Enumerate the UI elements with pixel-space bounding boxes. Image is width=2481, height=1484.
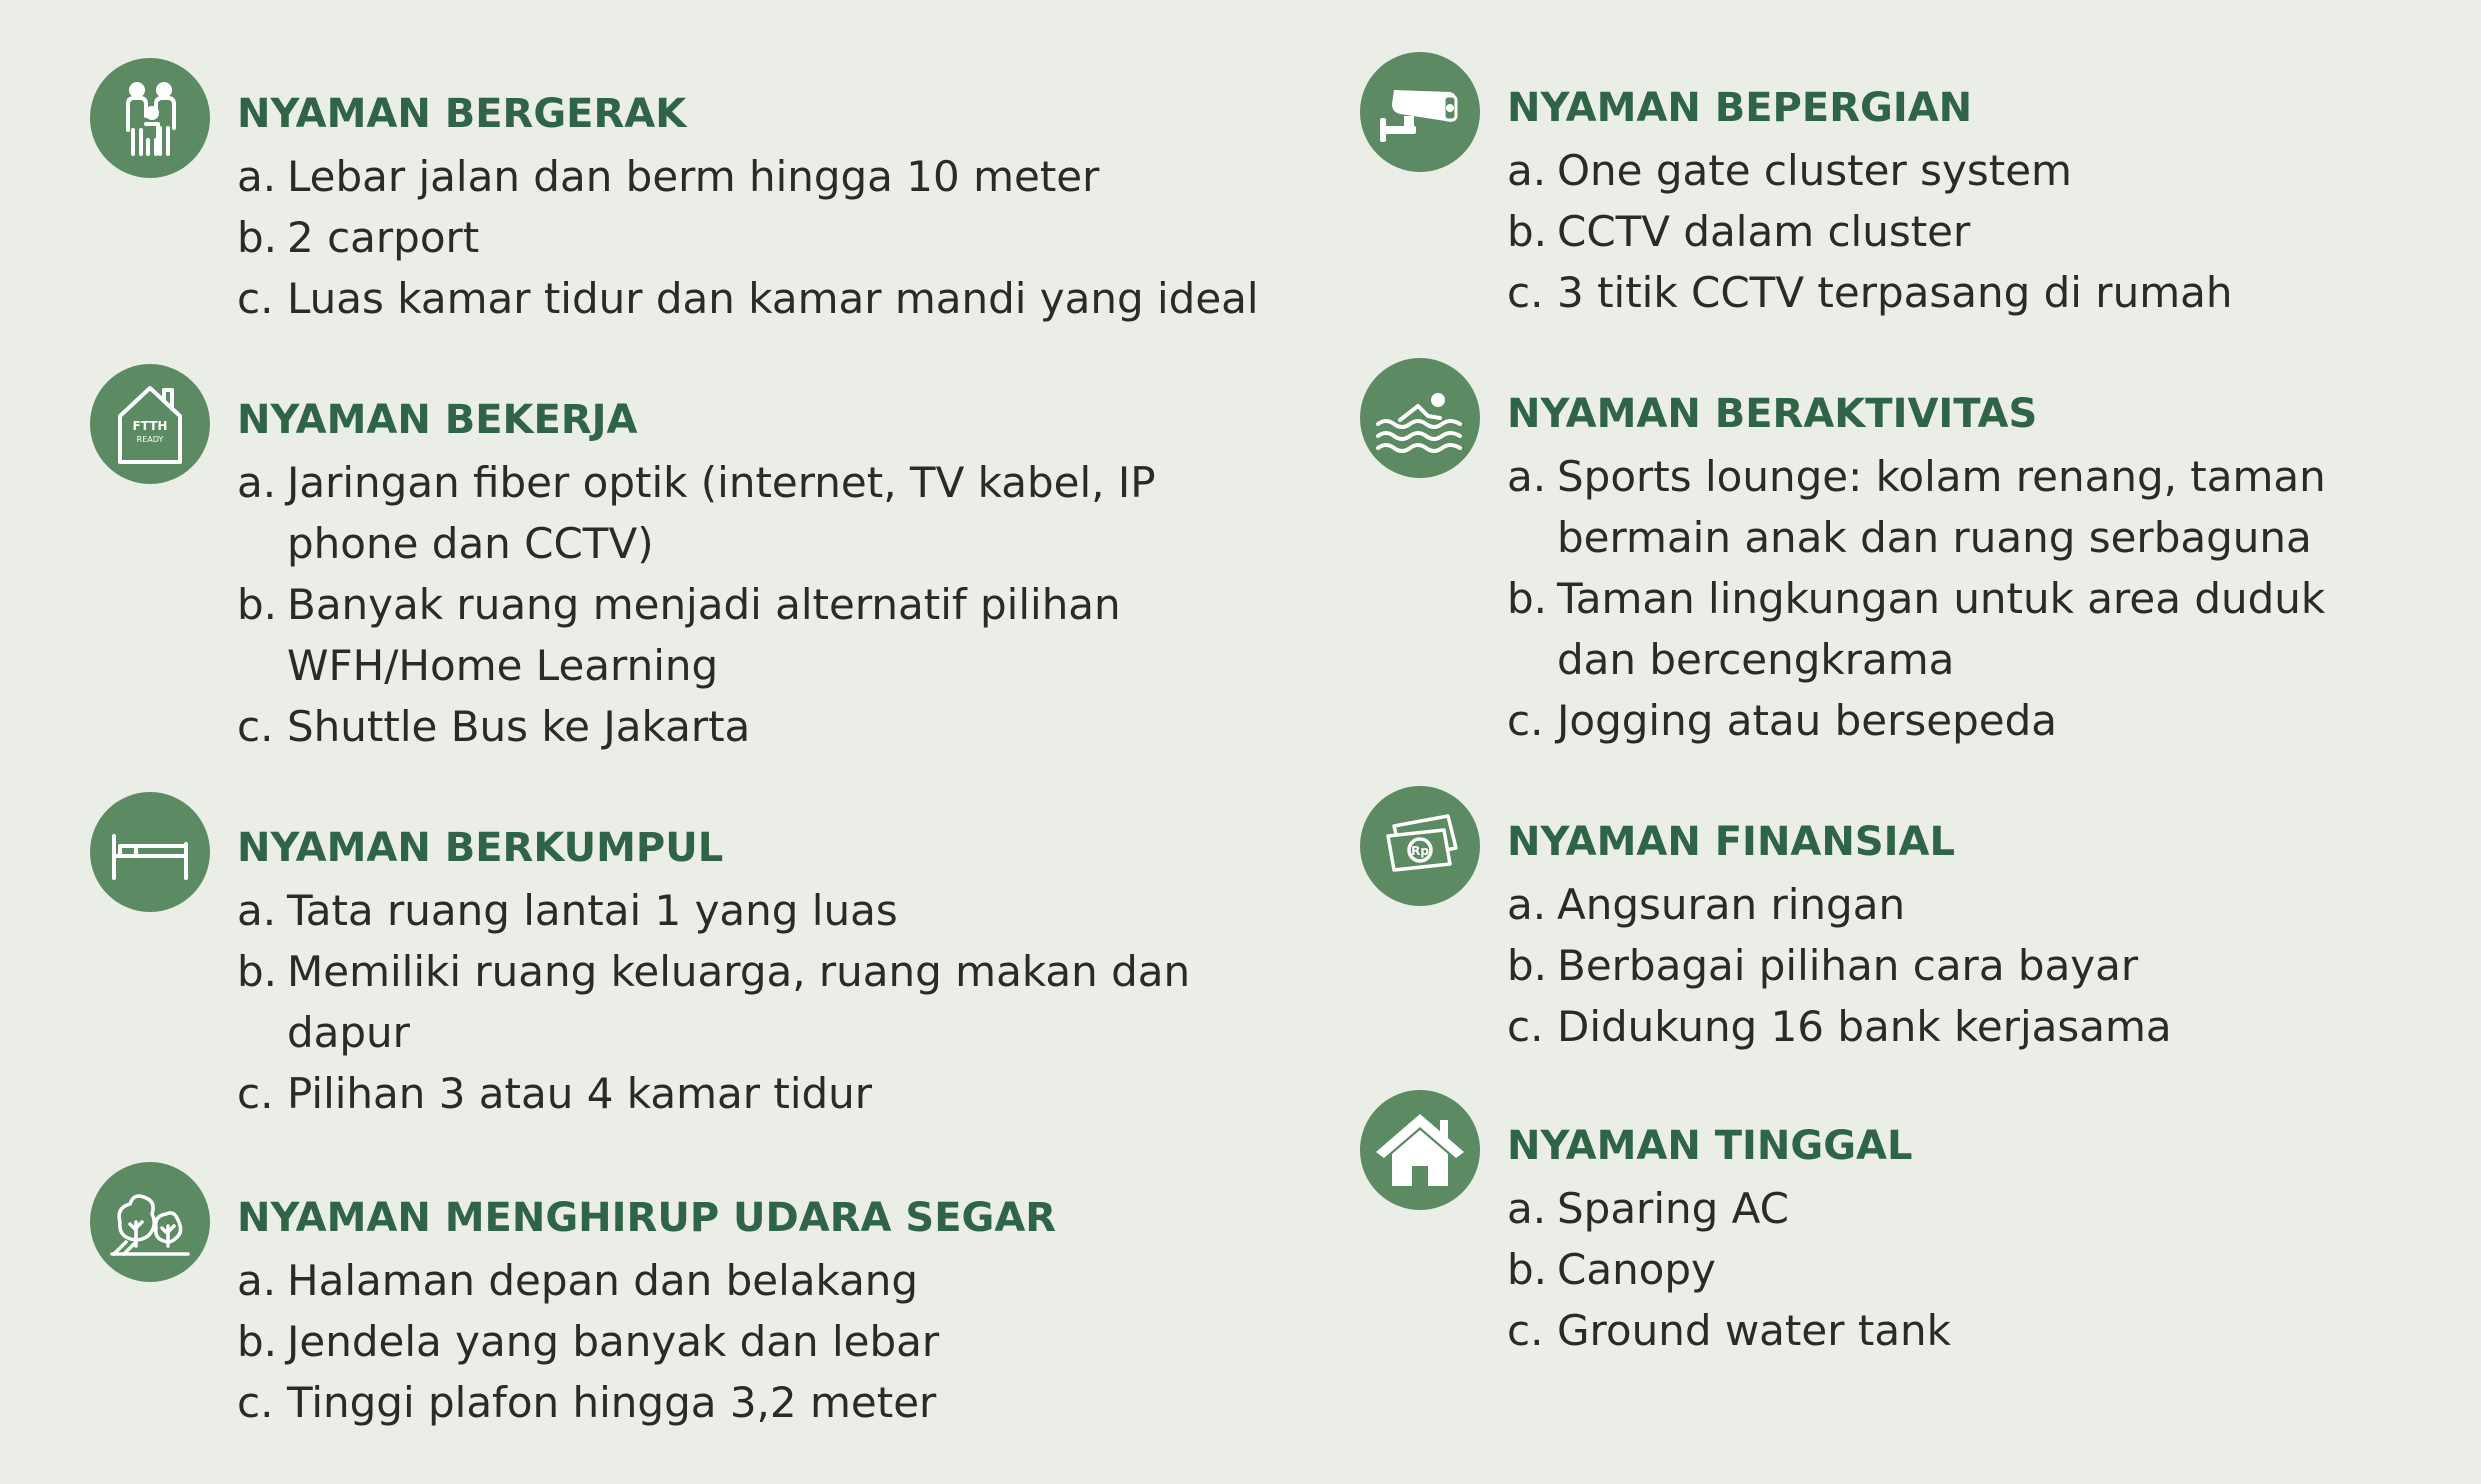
item-text-continued: dapur — [287, 1008, 410, 1057]
list-item — [237, 941, 1190, 1063]
item-marker: b. — [1507, 574, 1548, 623]
item-text: 3 titik CCTV terpasang di rumah — [1557, 268, 2233, 317]
item-list — [1507, 1178, 1951, 1361]
item-marker: c. — [1507, 1306, 1544, 1355]
trees-icon — [90, 1162, 210, 1282]
item-marker: a. — [1507, 146, 1547, 195]
list-item — [1507, 568, 2326, 690]
cctv-camera-icon — [1360, 52, 1480, 172]
money-icon — [1360, 786, 1480, 906]
item-text: Sparing AC — [1557, 1184, 1789, 1233]
bed-icon — [90, 792, 210, 912]
item-text: Memiliki ruang keluarga, ruang makan dan — [287, 947, 1191, 996]
section-title: NYAMAN BERKUMPUL — [237, 825, 724, 871]
item-marker: c. — [237, 1378, 274, 1427]
item-list — [237, 452, 1156, 757]
item-text: One gate cluster system — [1557, 146, 2072, 195]
list-item — [237, 1250, 939, 1311]
section-title: NYAMAN MENGHIRUP UDARA SEGAR — [237, 1195, 1057, 1241]
list-item — [1507, 874, 2172, 935]
item-text-continued: dan bercengkrama — [1557, 635, 1955, 684]
item-marker: b. — [1507, 941, 1548, 990]
icon-label-rp: Rp — [1411, 844, 1429, 858]
list-item — [1507, 690, 2326, 751]
item-text: Taman lingkungan untuk area duduk — [1557, 574, 2326, 623]
item-text: Halaman depan dan belakang — [287, 1256, 919, 1305]
item-text: Shuttle Bus ke Jakarta — [287, 702, 751, 751]
item-marker: a. — [237, 152, 277, 201]
item-list — [237, 146, 1259, 329]
list-item — [237, 146, 1259, 207]
item-marker: c. — [237, 1069, 274, 1118]
section-title: NYAMAN FINANSIAL — [1507, 819, 1955, 865]
item-text: Jaringan fiber optik (internet, TV kabel, IP — [287, 458, 1156, 507]
list-item — [237, 696, 1156, 757]
list-item — [1507, 201, 2232, 262]
item-list — [1507, 140, 2232, 323]
item-marker: a. — [1507, 452, 1547, 501]
list-item — [1507, 446, 2326, 568]
section-title: NYAMAN TINGGAL — [1507, 1123, 1913, 1169]
item-text: Jendela yang banyak dan lebar — [287, 1317, 940, 1366]
icon-label-ftth: FTTH — [132, 419, 168, 433]
item-text-continued: WFH/Home Learning — [287, 641, 719, 690]
item-list — [237, 1250, 939, 1433]
section-title: NYAMAN BERGERAK — [237, 91, 687, 137]
item-text: CCTV dalam cluster — [1557, 207, 1971, 256]
item-marker: b. — [237, 213, 278, 262]
section-title: NYAMAN BEPERGIAN — [1507, 85, 1973, 131]
icon-label-ready: READY — [136, 435, 164, 444]
item-text: Ground water tank — [1557, 1306, 1951, 1355]
family-icon — [90, 58, 210, 178]
list-item — [1507, 935, 2172, 996]
item-text: Tata ruang lantai 1 yang luas — [287, 886, 898, 935]
item-marker: b. — [1507, 1245, 1548, 1294]
item-marker: a. — [1507, 880, 1547, 929]
list-item — [237, 1311, 939, 1372]
list-item — [237, 452, 1156, 574]
item-marker: c. — [1507, 1002, 1544, 1051]
list-item — [1507, 140, 2232, 201]
item-marker: a. — [237, 1256, 277, 1305]
list-item — [237, 207, 1259, 268]
item-text: Angsuran ringan — [1557, 880, 1906, 929]
item-text: Lebar jalan dan berm hingga 10 meter — [287, 152, 1100, 201]
section-title: NYAMAN BERAKTIVITAS — [1507, 391, 2038, 437]
item-marker: b. — [237, 1317, 278, 1366]
item-text: Luas kamar tidur dan kamar mandi yang ideal — [287, 274, 1259, 323]
list-item — [1507, 1239, 1951, 1300]
item-marker: c. — [1507, 696, 1544, 745]
item-text: Pilihan 3 atau 4 kamar tidur — [287, 1069, 873, 1118]
item-text: Tinggi plafon hingga 3,2 meter — [287, 1378, 937, 1427]
list-item — [237, 1063, 1190, 1124]
item-marker: a. — [237, 886, 277, 935]
list-item — [237, 574, 1156, 696]
item-text: Berbagai pilihan cara bayar — [1557, 941, 2139, 990]
item-list — [237, 880, 1190, 1124]
item-marker: b. — [1507, 207, 1548, 256]
item-text: Banyak ruang menjadi alternatif pilihan — [287, 580, 1121, 629]
item-marker: c. — [1507, 268, 1544, 317]
list-item — [1507, 996, 2172, 1057]
item-text: Didukung 16 bank kerjasama — [1557, 1002, 2172, 1051]
list-item — [1507, 1178, 1951, 1239]
item-marker: b. — [237, 947, 278, 996]
item-list — [1507, 874, 2172, 1057]
list-item — [1507, 1300, 1951, 1361]
list-item — [237, 1372, 939, 1433]
item-marker: c. — [237, 702, 274, 751]
item-text-continued: bermain anak dan ruang serbaguna — [1557, 513, 2312, 562]
house-icon — [1360, 1090, 1480, 1210]
item-text: Jogging atau bersepeda — [1557, 696, 2058, 745]
item-text: Sports lounge: kolam renang, taman — [1557, 452, 2326, 501]
list-item — [237, 268, 1259, 329]
ftth-ready-house-icon — [90, 364, 210, 484]
section-title: NYAMAN BEKERJA — [237, 397, 638, 443]
item-list — [1507, 446, 2326, 751]
list-item — [1507, 262, 2232, 323]
item-text-continued: phone dan CCTV) — [287, 519, 654, 568]
item-text: Canopy — [1557, 1245, 1716, 1294]
item-marker: c. — [237, 274, 274, 323]
list-item — [237, 880, 1190, 941]
swimmer-icon — [1360, 358, 1480, 478]
item-marker: a. — [237, 458, 277, 507]
item-text: 2 carport — [287, 213, 480, 262]
item-marker: b. — [237, 580, 278, 629]
item-marker: a. — [1507, 1184, 1547, 1233]
